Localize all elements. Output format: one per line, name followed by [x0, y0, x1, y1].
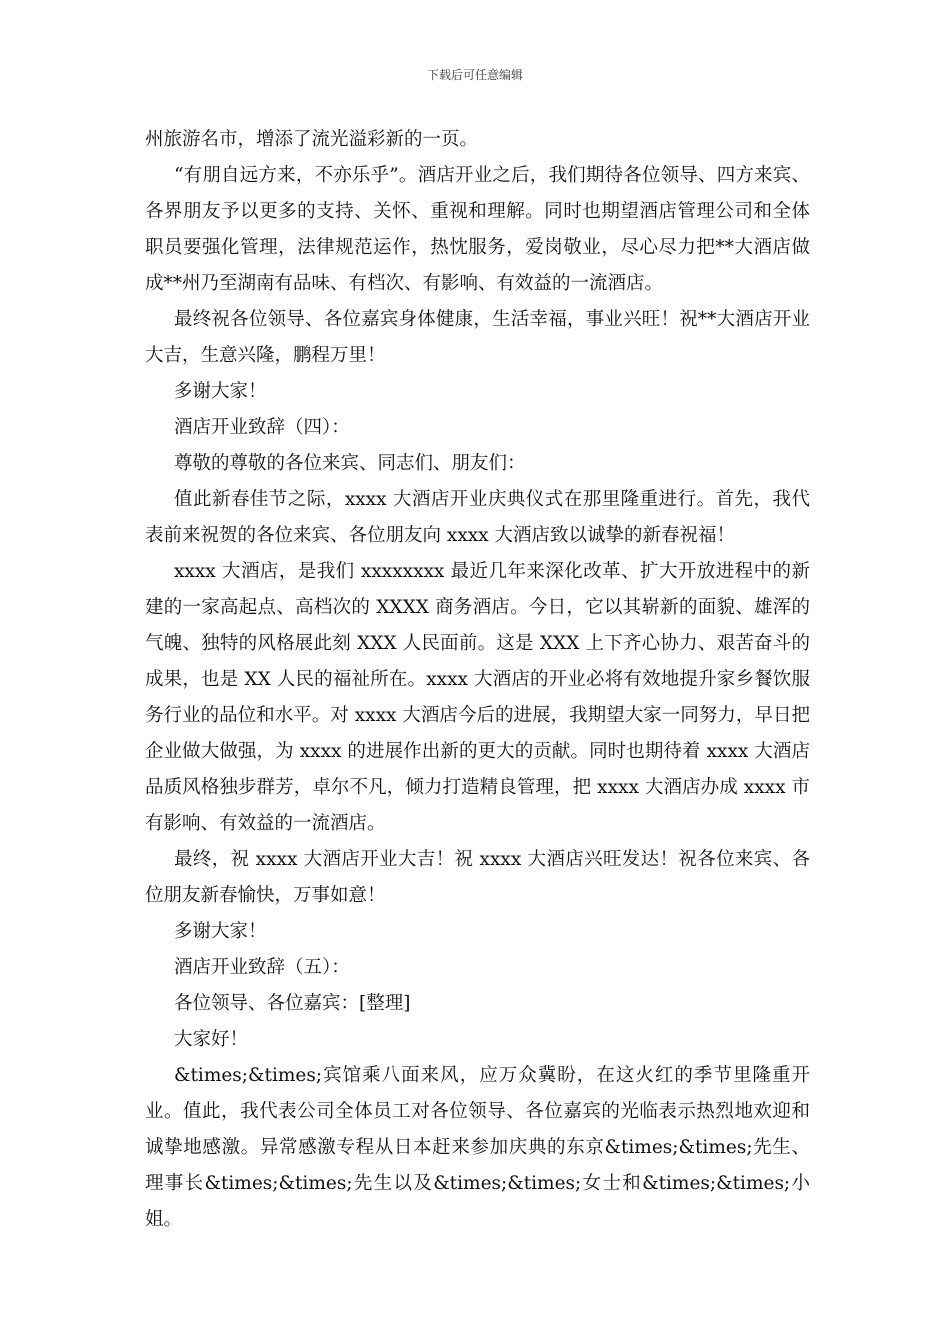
document-body	[145, 122, 810, 1238]
paragraph: xxxx 大酒店，是我们 xxxxxxxx 最近几年来深化改革、扩大开放进程中的新建的一家高起点、高档次的 XXXX 商务酒店。今日，它以其崭新的面貌、雄浑的气魄、独特的风格展此刻 XXX 人民面前。这是 XXX 上下齐心协力、艰苦奋斗的成果，也是 XX 人民的福祉所在。xxxx 大酒店的开业必将有效地提升家乡餐饮服务行业的品位和水平。对 xxxx 大酒店今后的进展，我期望大家一同努力，早日把企业做大做强，为 xxxx 的进展作出新的更大的贡献。同时也期待着 xxxx 大酒店品质风格独步群芳，卓尔不凡，倾力打造精良管理，把 xxxx 大酒店办成 xxxx 市有影响、有效益的一流酒店。	[145, 561, 810, 834]
salutation: 各位领导、各位嘉宾：[整理]	[174, 993, 411, 1014]
paragraph: 多谢大家！	[174, 381, 267, 402]
greeting: 大家好！	[174, 1029, 249, 1050]
paragraph: &times;&times;宾馆乘八面来风，应万众冀盼，在这火红的季节里隆重开业。值此，我代表公司全体员工对各位领导、各位嘉宾的光临表示热烈地欢迎和诚挚地感激。异常感激专程从日本赶来参加庆典的东京&times;&times;先生、理事长&times;&times;先生以及&times;&times;女士和&times;&times;小姐。	[145, 1065, 810, 1230]
salutation: 尊敬的尊敬的各位来宾、同志们、朋友们：	[174, 453, 526, 474]
paragraph-continuation: 州旅游名市，增添了流光溢彩新的一页。	[145, 129, 479, 150]
paragraph: 多谢大家！	[174, 921, 267, 942]
paragraph: 最终，祝 xxxx 大酒店开业大吉！祝 xxxx 大酒店兴旺发达！祝各位来宾、各位朋友新春愉快，万事如意！	[145, 849, 810, 906]
section-heading: 酒店开业致辞（五）：	[174, 957, 350, 978]
paragraph: 值此新春佳节之际，xxxx 大酒店开业庆典仪式在那里隆重进行。首先，我代表前来祝贺的各位来宾、各位朋友向 xxxx 大酒店致以诚挚的新春祝福！	[145, 489, 810, 546]
section-heading: 酒店开业致辞（四）：	[174, 417, 350, 438]
paragraph: “有朋自远方来，不亦乐乎”。酒店开业之后，我们期待各位领导、四方来宾、各界朋友予以更多的支持、关怀、重视和理解。同时也期望酒店管理公司和全体职员要强化管理，法律规范运作，热忱服务，爱岗敬业，尽心尽力把**大酒店做成**州乃至湖南有品味、有档次、有影响、有效益的一流酒店。	[145, 165, 810, 294]
paragraph: 最终祝各位领导、各位嘉宾身体健康，生活幸福，事业兴旺！祝**大酒店开业大吉，生意兴隆，鹏程万里！	[145, 309, 810, 366]
page-header-note: 下载后可任意编辑	[426, 68, 523, 82]
